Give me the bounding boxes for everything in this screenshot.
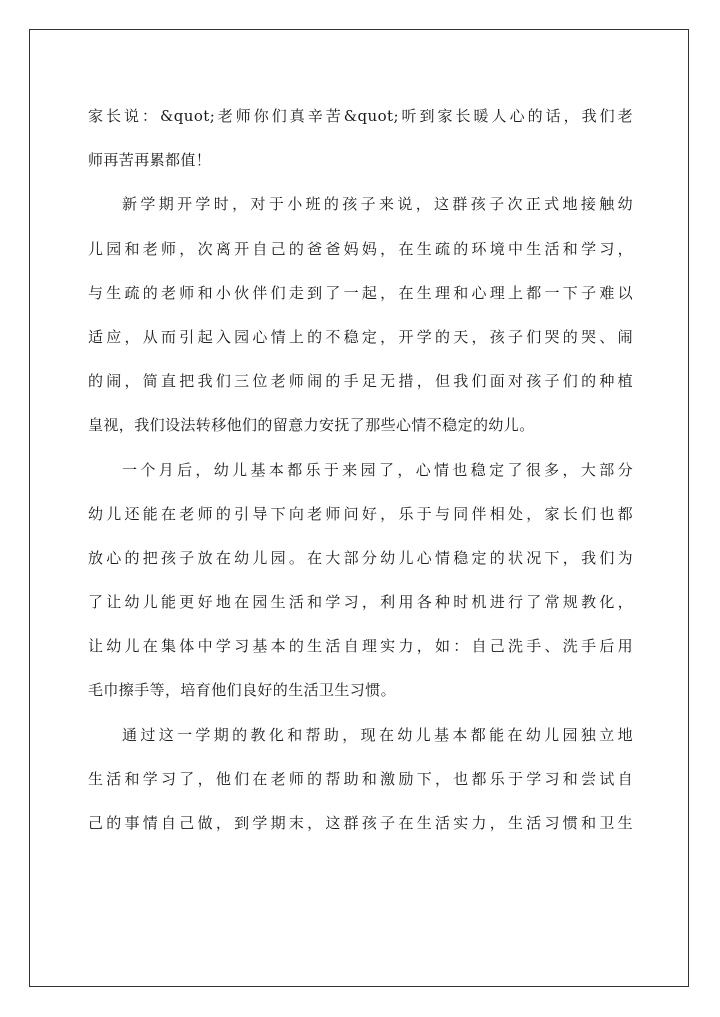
text-line: 皇视，我们设法转移他们的留意力安抚了那些心情不稳定的幼儿。: [88, 416, 535, 435]
text-line: 放心的把孩子放在幼儿园。在大部分幼儿心情稳定的状况下，我们为: [88, 548, 633, 567]
text-line: 己的事情自己做，到学期末，这群孩子在生活实力，生活习惯和卫生: [88, 814, 633, 832]
text-line: 幼儿还能在老师的引导下向老师问好，乐于与同伴相处，家长们也都: [88, 504, 633, 523]
text-line: 了让幼儿能更好地在园生活和学习，利用各种时机进行了常规教化，: [88, 593, 633, 612]
text-line: 家长说：&quot;老师你们真辛苦&quot;听到家长暖人心的话，我们老: [88, 107, 633, 125]
text-line: 师再苦再累都值！: [88, 151, 212, 170]
paragraph-start-line: 新学期开学时，对于小班的孩子来说，这群孩子次正式地接触幼: [122, 195, 633, 214]
text-line: 与生疏的老师和小伙伴们走到了一起，在生理和心理上都一下子难以: [88, 283, 633, 302]
text-line: 生活和学习了，他们在老师的帮助和激励下，也都乐于学习和尝试自: [88, 769, 633, 788]
text-line: 的闹，简直把我们三位老师闹的手足无措，但我们面对孩子们的种植: [88, 372, 633, 391]
text-line: 儿园和老师，次离开自己的爸爸妈妈，在生疏的环境中生活和学习，: [88, 239, 633, 258]
document-body: [88, 94, 633, 845]
text-line: 适应，从而引起入园心情上的不稳定，开学的天，孩子们哭的哭、闹: [88, 327, 633, 346]
text-line: 让幼儿在集体中学习基本的生活自理实力，如：自己洗手、洗手后用: [88, 637, 633, 656]
text-line: 毛巾擦手等，培育他们良好的生活卫生习惯。: [88, 681, 397, 700]
paragraph-start-line: 一个月后，幼儿基本都乐于来园了，心情也稳定了很多，大部分: [122, 460, 633, 479]
paragraph-start-line: 通过这一学期的教化和帮助，现在幼儿基本都能在幼儿园独立地: [122, 725, 633, 744]
